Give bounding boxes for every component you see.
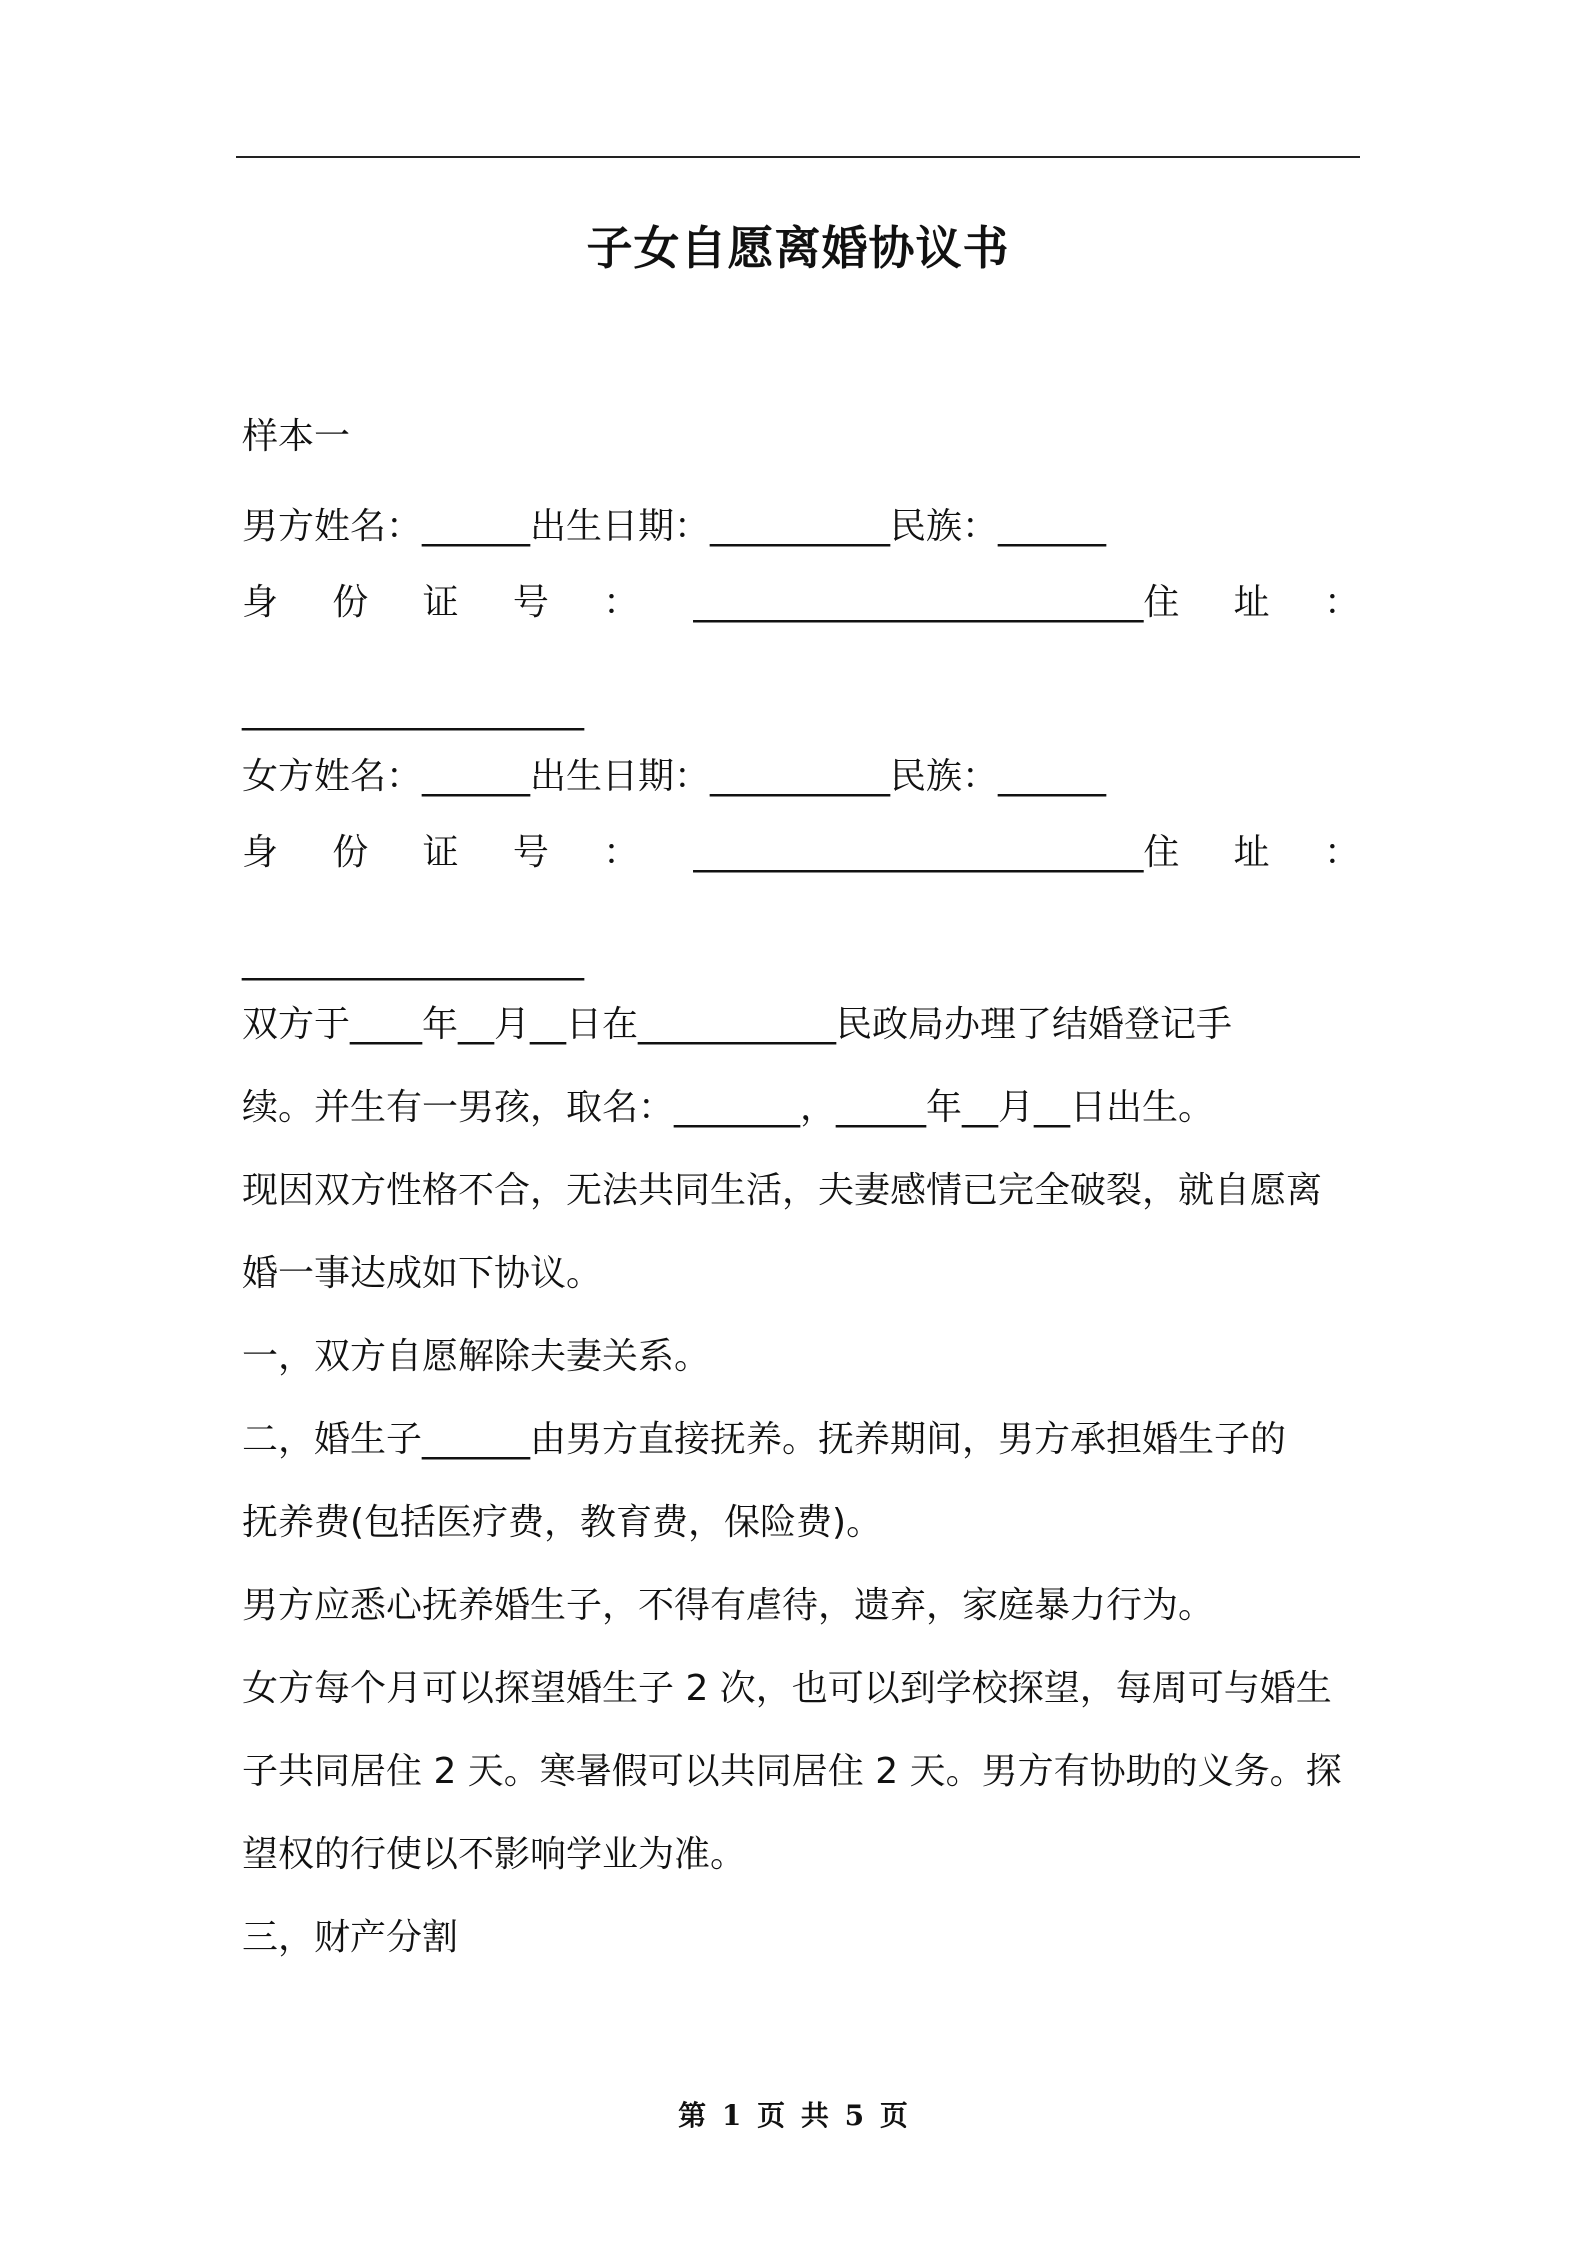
male-address-blank: ___________________ — [242, 690, 584, 731]
female-id-char: 号 — [512, 832, 549, 873]
male-id-char: 号 — [512, 582, 549, 623]
body-line: 婚一事达成如下协议。 — [242, 1253, 603, 1294]
clause-3: 三，财产分割 — [242, 1917, 459, 1958]
male-id-line — [242, 578, 1360, 628]
female-id-char: 证 — [422, 832, 459, 873]
female-id-line — [242, 828, 1360, 878]
male-id-char: 证 — [422, 582, 459, 623]
body-line: 望权的行使以不影响学业为准。 — [242, 1834, 747, 1875]
male-address-char: 址 — [1233, 582, 1270, 623]
male-id-char: ： — [603, 582, 640, 623]
female-address-char: 址 — [1233, 832, 1270, 873]
female-id-char: 身 — [242, 832, 279, 873]
header-rule — [236, 156, 1360, 158]
body-line: 双方于____年__月__日在___________民政局办理了结婚登记手 — [242, 1004, 1233, 1045]
male-id-blank-address-label: _________________________住 — [693, 582, 1180, 623]
page-footer: 第 1 页 共 5 页 — [678, 2099, 908, 2132]
document-title: 子女自愿离婚协议书 — [586, 221, 1010, 275]
body-line: 子共同居住 2 天。寒暑假可以共同居住 2 天。男方有协助的义务。探 — [242, 1751, 1342, 1792]
clause-2: 二，婚生子______由男方直接抚养。抚养期间，男方承担婚生子的 — [242, 1419, 1287, 1460]
body-line: 女方每个月可以探望婚生子 2 次，也可以到学校探望，每周可与婚生 — [242, 1668, 1332, 1709]
body-line: 续。并生有一男孩，取名：_______，_____年__月__日出生。 — [242, 1087, 1215, 1128]
female-address-colon: ： — [1323, 832, 1360, 873]
body-line: 现因双方性格不合，无法共同生活，夫妻感情已完全破裂，就自愿离 — [242, 1170, 1323, 1211]
body-line: 男方应悉心抚养婚生子，不得有虐待，遗弃，家庭暴力行为。 — [242, 1585, 1215, 1626]
male-id-char: 身 — [242, 582, 279, 623]
female-address-blank: ___________________ — [242, 940, 584, 981]
female-id-char: 份 — [332, 832, 369, 873]
female-id-blank-address-label: _________________________住 — [693, 832, 1180, 873]
body-line: 抚养费(包括医疗费，教育费，保险费)。 — [242, 1502, 883, 1543]
female-id-char: ： — [603, 832, 640, 873]
sample-label: 样本一 — [242, 416, 351, 457]
male-address-colon: ： — [1323, 582, 1360, 623]
female-info-line: 女方姓名：______出生日期：__________民族：______ — [242, 756, 1107, 797]
clause-1: 一，双方自愿解除夫妻关系。 — [242, 1336, 711, 1377]
male-id-char: 份 — [332, 582, 369, 623]
male-info-line: 男方姓名：______出生日期：__________民族：______ — [242, 506, 1107, 547]
